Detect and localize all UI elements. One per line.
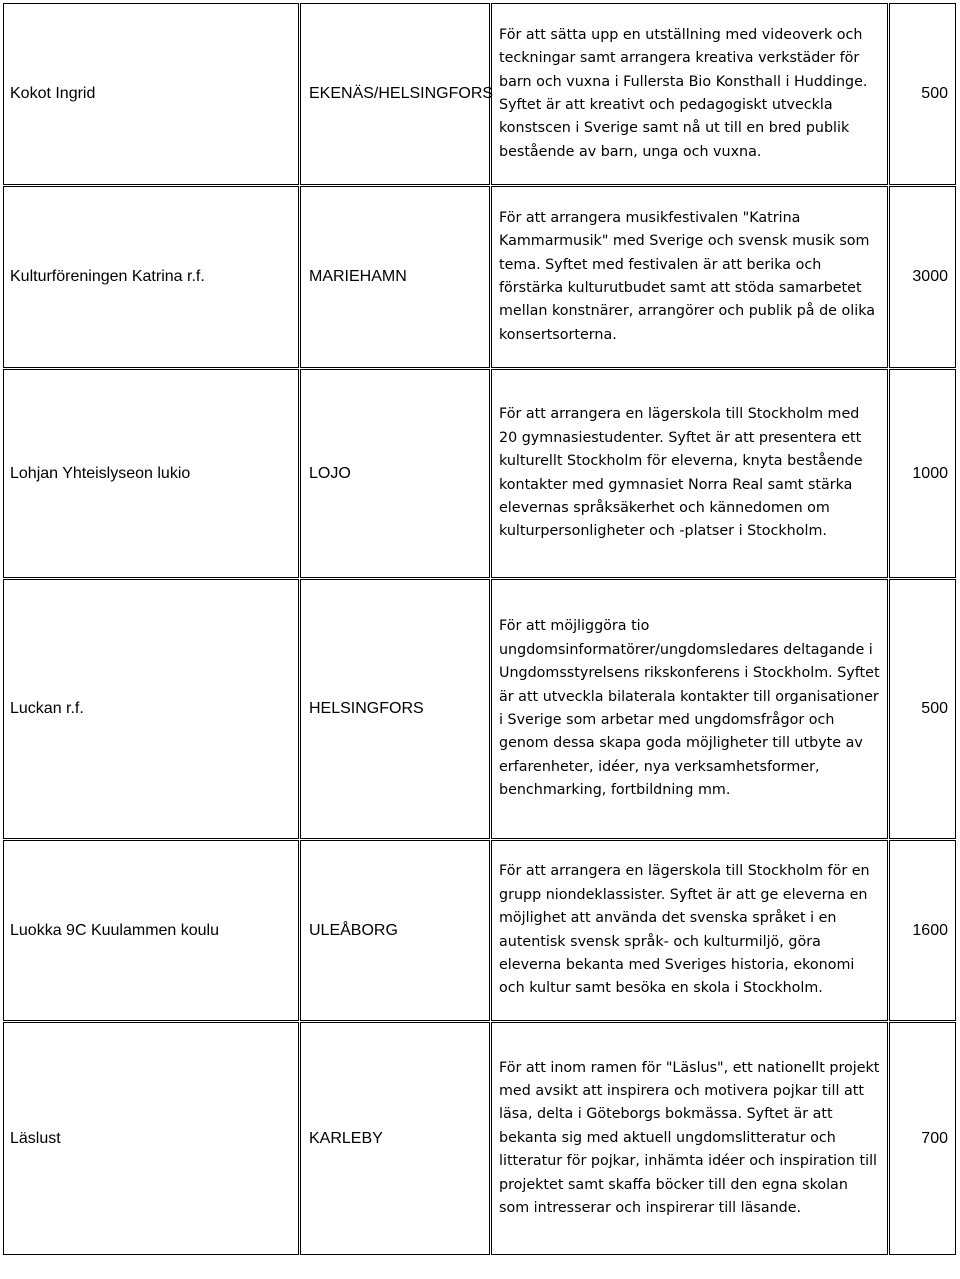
amount-cell: 1600 [889, 840, 956, 1021]
description-cell: För att arrangera musikfestivalen "Katrina Kammarmusik" med Sverige och svensk musik som tema. Syftet med festivalen är att berika och förstärka kulturutbudet samt att stöda samarbetet mellan konstnärer, arrangörer och publik på de olika konsertsorterna. [491, 186, 888, 368]
applicant-cell: Kokot Ingrid [3, 3, 299, 185]
amount-cell: 3000 [889, 186, 956, 368]
applicant-cell: Läslust [3, 1022, 299, 1255]
amount-cell: 500 [889, 3, 956, 185]
table-row [3, 579, 956, 839]
amount-cell: 500 [889, 579, 956, 839]
table-row [3, 369, 956, 578]
description-cell: För att möjliggöra tio ungdomsinformatörer/ungdomsledares deltagande i Ungdomsstyrelsens rikskonferens i Stockholm. Syftet är att utveckla bilaterala kontakter till organisationer i Sverige som arbetar med ungdomsfrågor och genom dessa skapa goda möjligheter till utbyte av erfarenheter, idéer, nya verksamhetsformer, benchmarking, fortbildning mm. [491, 579, 888, 839]
amount-cell: 700 [889, 1022, 956, 1255]
city-cell: MARIEHAMN [300, 186, 490, 368]
city-cell: EKENÄS/HELSINGFORS [300, 3, 490, 185]
applicant-cell: Kulturföreningen Katrina r.f. [3, 186, 299, 368]
applicant-cell: Lohjan Yhteislyseon lukio [3, 369, 299, 578]
description-cell: För att inom ramen för "Läslus", ett nationellt projekt med avsikt att inspirera och motivera pojkar till att läsa, delta i Göteborgs bokmässa. Syftet är att bekanta sig med aktuell ungdomslitteratur och litteratur för pojkar, inhämta idéer och inspiration till projektet samt skaffa böcker till den egna skolan som intresserar och inspirerar till läsande. [491, 1022, 888, 1255]
table-row [3, 1022, 956, 1255]
applicant-cell: Luokka 9C Kuulammen koulu [3, 840, 299, 1021]
city-cell: HELSINGFORS [300, 579, 490, 839]
table-row [3, 186, 956, 368]
table-row [3, 840, 956, 1021]
description-cell: För att sätta upp en utställning med videoverk och teckningar samt arrangera kreativa verkstäder för barn och vuxna i Fullersta Bio Konsthall i Huddinge. Syftet är att kreativt och pedagogiskt utveckla konstscen i Sverige samt nå ut till en bred publik bestående av barn, unga och vuxna. [491, 3, 888, 185]
city-cell: KARLEBY [300, 1022, 490, 1255]
description-cell: För att arrangera en lägerskola till Stockholm med 20 gymnasiestudenter. Syftet är att presentera ett kulturellt Stockholm för eleverna, knyta bestående kontakter med gymnasiet Norra Real samt stärka elevernas språksäkerhet och kännedomen om kulturpersonligheter och -platser i Stockholm. [491, 369, 888, 578]
applicant-cell: Luckan r.f. [3, 579, 299, 839]
description-cell: För att arrangera en lägerskola till Stockholm för en grupp niondeklassister. Syftet är att ge eleverna en möjlighet att använda det svenska språket i en autentisk svensk språk- och kulturmiljö, göra eleverna bekanta med Sveriges historia, ekonomi och kultur samt besöka en skola i Stockholm. [491, 840, 888, 1021]
city-cell: LOJO [300, 369, 490, 578]
table-row [3, 3, 956, 185]
amount-cell: 1000 [889, 369, 956, 578]
grants-table [2, 2, 957, 1256]
city-cell: ULEÅBORG [300, 840, 490, 1021]
